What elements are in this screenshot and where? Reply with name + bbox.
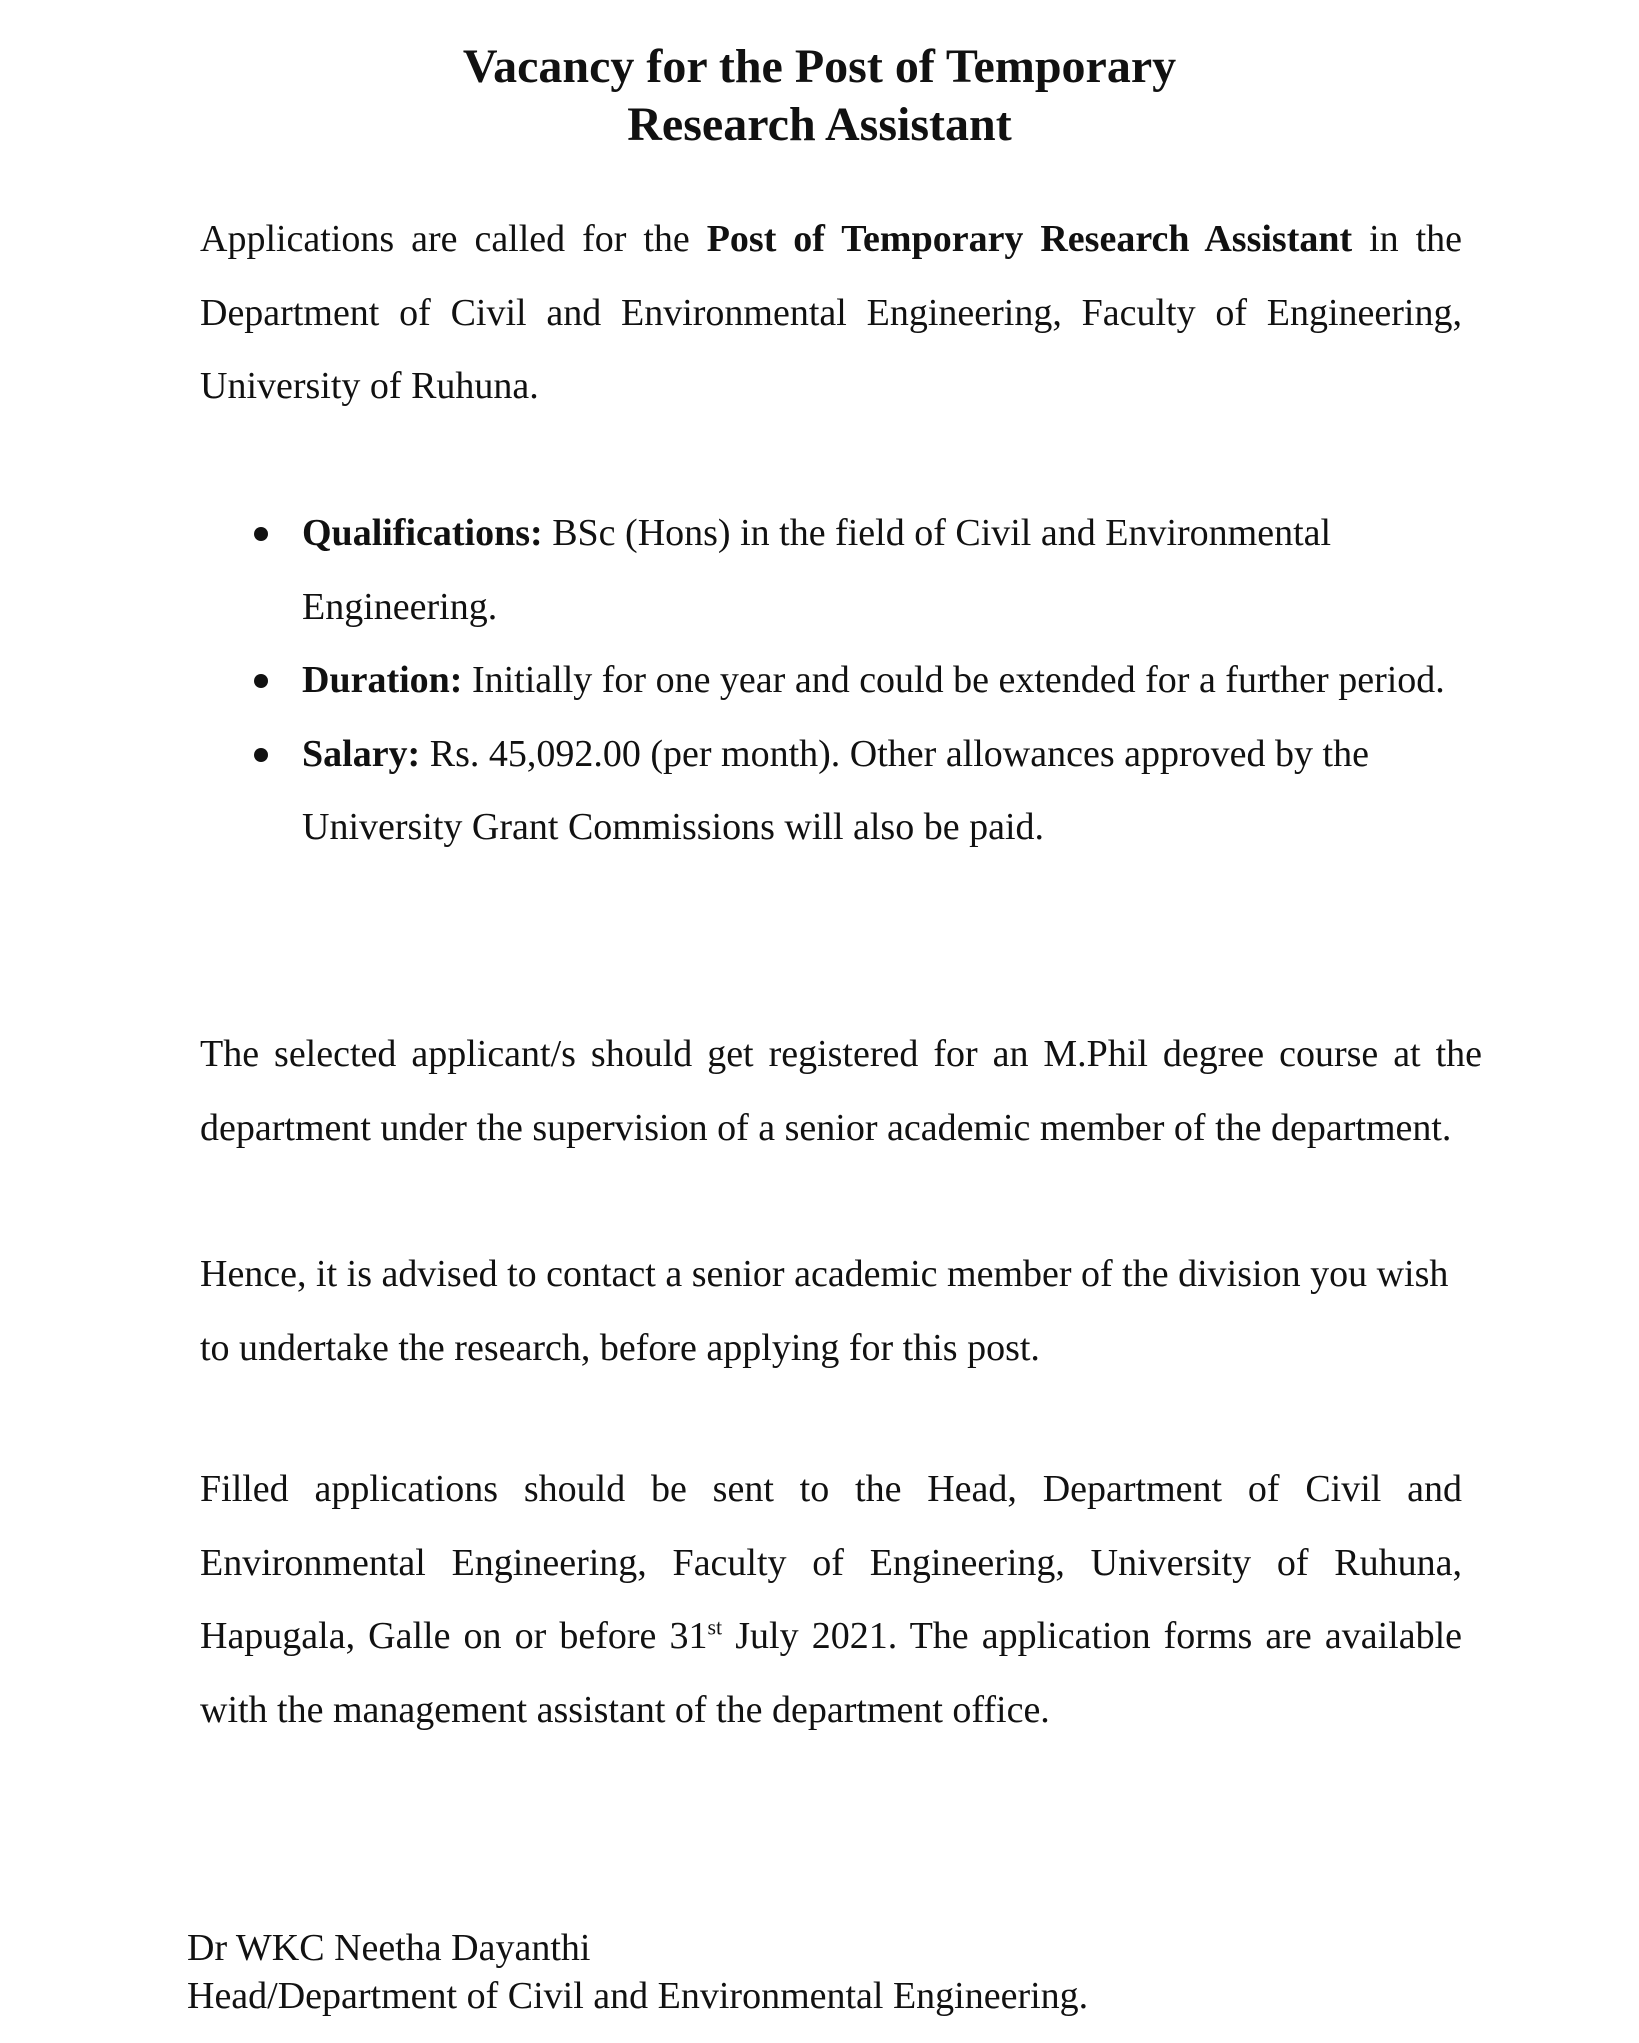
qualifications-text: BSc (Hons) in the field of Civil and Environmental Engineering. — [302, 512, 1332, 628]
qualifications-label: Qualifications: — [302, 512, 543, 554]
list-item-duration — [250, 644, 1465, 718]
intro-paragraph — [200, 203, 1462, 424]
list-item-qualifications — [250, 497, 1465, 644]
intro-text-before: Applications are called for the — [200, 218, 707, 260]
selected-applicant-paragraph: The selected applicant/s should get registered for an M.Phil degree course at the department under the supervision of a senior academic member of the department. — [200, 1033, 1482, 1149]
salary-text: Rs. 45,092.00 (per month). Other allowances approved by the University Grant Commissions will also be paid. — [302, 732, 1369, 848]
signatory-position: Head/Department of Civil and Environmental Engineering. — [187, 1975, 1089, 2017]
title-line-1: Vacancy for the Post of Temporary — [462, 40, 1177, 93]
signature-block — [187, 1924, 1088, 2020]
document-title — [0, 38, 1639, 154]
details-list — [250, 497, 1465, 865]
signatory-name: Dr WKC Neetha Dayanthi — [187, 1927, 591, 1969]
duration-label: Duration: — [302, 659, 463, 701]
advice-paragraph: Hence, it is advised to contact a senior academic member of the division you wish to undertake the research, before applying for this post. — [200, 1253, 1449, 1369]
date-suffix: st — [707, 1614, 723, 1640]
bullet-icon — [254, 748, 268, 762]
submission-text-after: July 2021. The application forms are available with the management assistant of the department office. — [200, 1615, 1462, 1731]
bullet-icon — [254, 527, 268, 541]
duration-text: Initially for one year and could be extended for a further period. — [462, 659, 1445, 701]
bullet-icon — [254, 674, 268, 688]
salary-label: Salary: — [302, 732, 421, 775]
submission-paragraph — [200, 1453, 1462, 1747]
title-line-2: Research Assistant — [627, 98, 1012, 151]
list-item-salary — [250, 718, 1465, 865]
intro-text-after: in the Department of Civil and Environmental Engineering, Faculty of Engineering, University of Ruhuna. — [200, 218, 1463, 407]
submission-text-before: Filled applications should be sent to the Head, Department of Civil and Environmental Engineering, Faculty of Engineering, University of Ruhuna, Hapugala, Galle on or before 31 — [200, 1468, 1462, 1657]
intro-post-name: Post of Temporary Research Assistant — [706, 218, 1353, 260]
